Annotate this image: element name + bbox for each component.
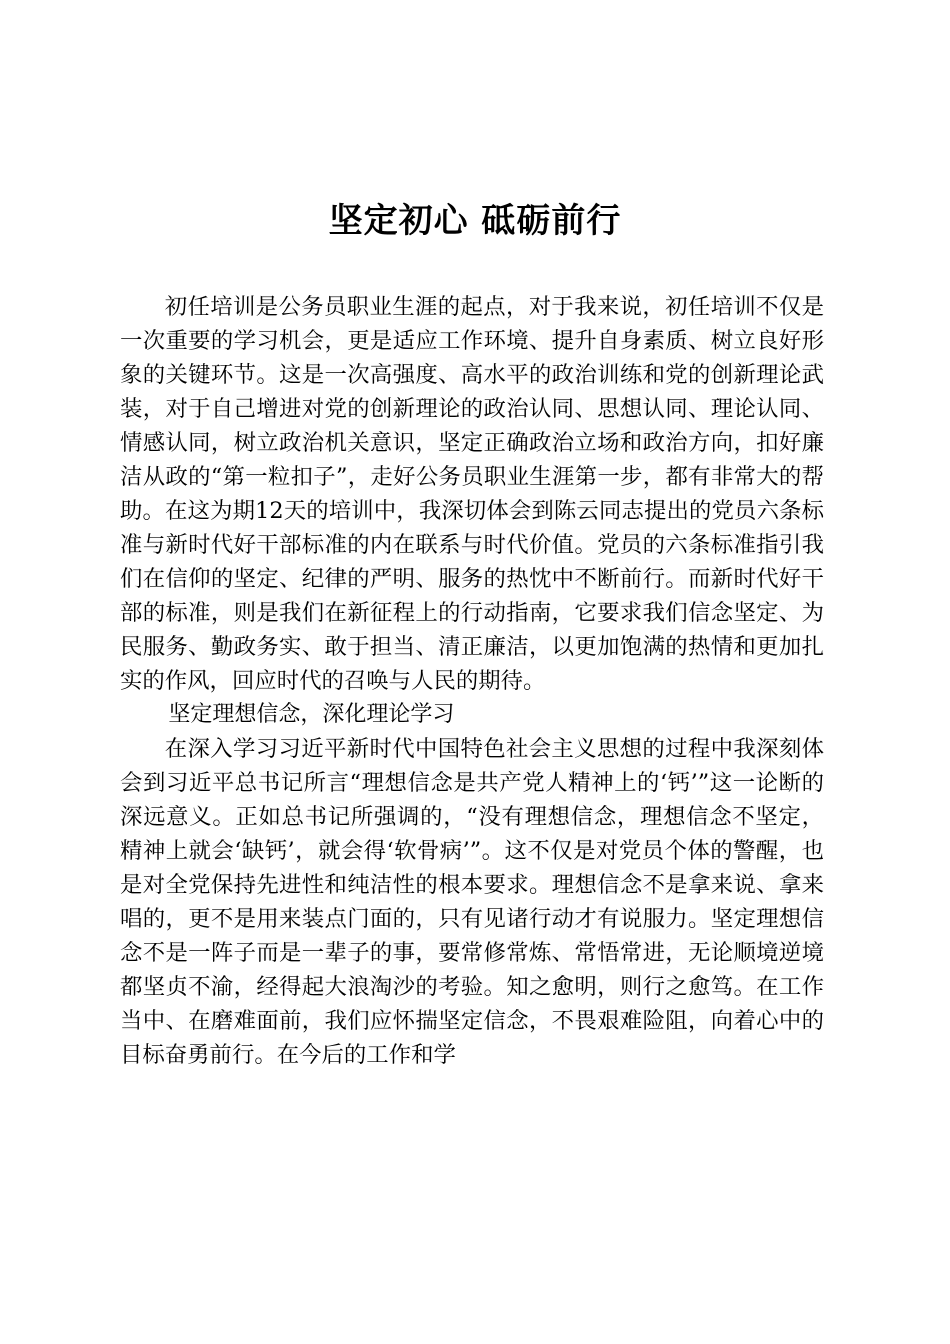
section-heading: 坚定理想信念，深化理论学习 [168,702,455,727]
document-title: 坚定初心 砥砺前行 [328,201,622,241]
section-paragraph: 在深入学习习近平新时代中国特色社会主义思想的过程中我深刻体会到习近平总书记所言“理想信念是共产党人精神上的‘钙’”这一论断的深远意义。正如总书记所强调的，“没有理想信念，理想信念不坚定，精神上就会‘缺钙’，就会得‘软骨病’”。这不仅是对党员个体的警醒，也是对全党保持先进性和纯洁性的根本要求。理想信念不是拿来说、拿来唱的，更不是用来装点门面的，只有见诸行动才有说服力。坚定理想信念不是一阵子而是一辈子的事，要常修常炼、常悟常进，无论顺境逆境都坚贞不渝，经得起大浪淘沙的考验。知之愈明，则行之愈笃。在工作当中、在磨难面前，我们应怀揣坚定信念，不畏艰难险阻，向着心中的目标奋勇前行。在今后的工作和学 [120,736,824,1068]
intro-paragraph: 初任培训是公务员职业生涯的起点，对于我来说，初任培训不仅是一次重要的学习机会，更是适应工作环境、提升自身素质、树立良好形象的关键环节。这是一次高强度、高水平的政治训练和党的创新理论武装，对于自己增进对党的创新理论的政治认同、思想认同、理论认同、情感认同，树立政治机关意识，坚定正确政治立场和政治方向，扣好廉洁从政的“第一粒扣子”，走好公务员职业生涯第一步，都有非常大的帮助。在这为期12天的培训中，我深切体会到陈云同志提出的党员六条标准与新时代好干部标准的内在联系与时代价值。党员的六条标准指引我们在信仰的坚定、纪律的严明、服务的热忱中不断前行。而新时代好干部的标准，则是我们在新征程上的行动指南，它要求我们信念坚定、为民服务、勤政务实、敢于担当、清正廉洁，以更加饱满的热情和更加扎实的作风，回应时代的召唤与人民的期待。 [120,294,824,694]
document-body [120,290,824,1072]
